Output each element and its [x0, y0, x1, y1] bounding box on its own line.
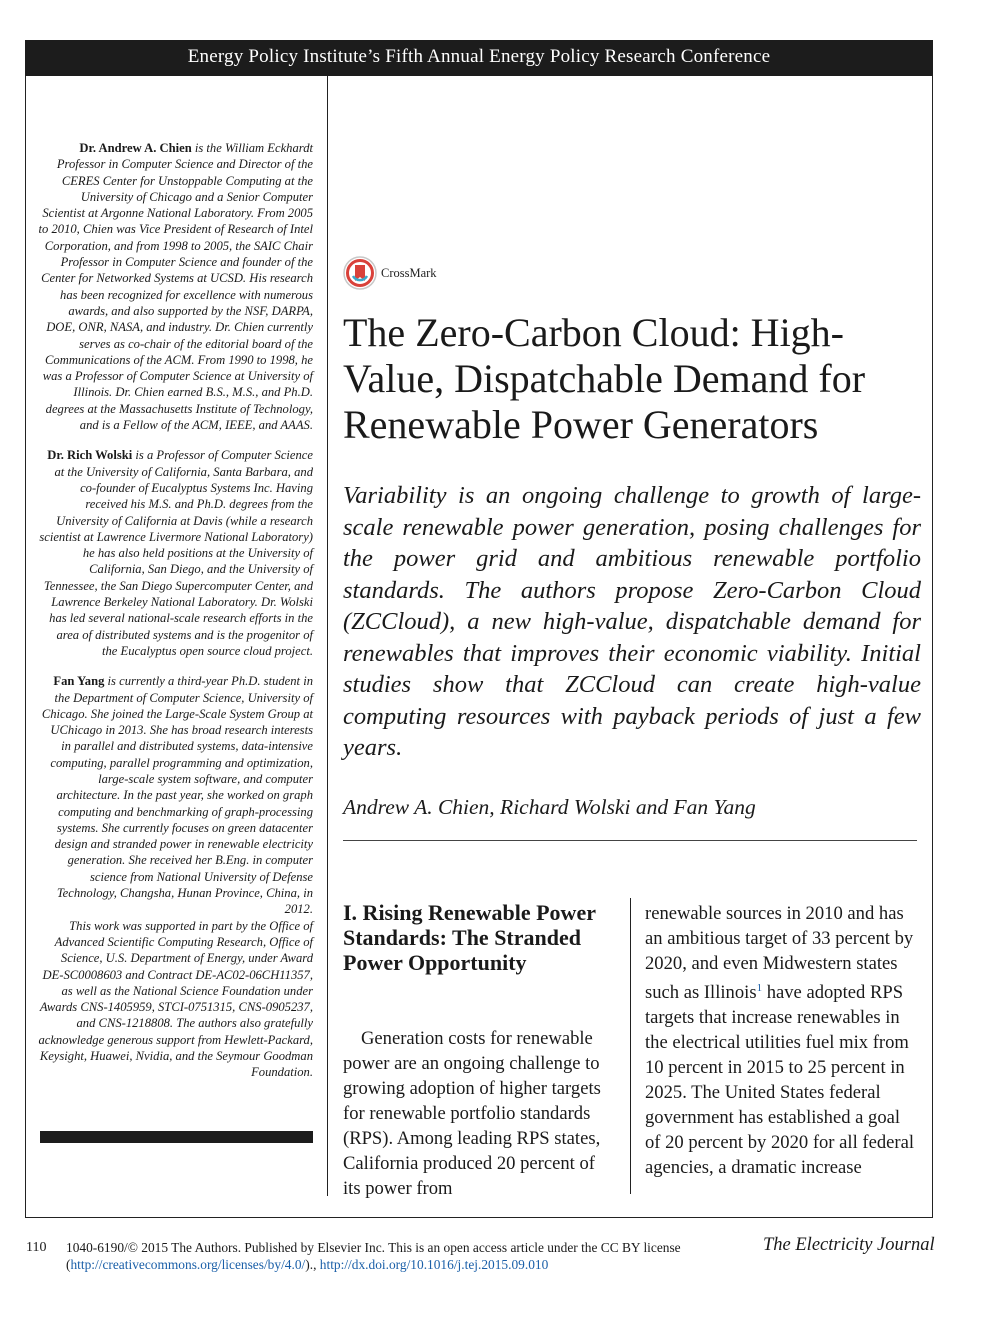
bio-end-bar [40, 1131, 313, 1143]
doi-link[interactable]: http://dx.doi.org/10.1016/j.tej.2015.09.010 [319, 1257, 549, 1272]
license-suffix: )., [305, 1257, 320, 1272]
authors-rule [343, 840, 917, 841]
frame-right-rule [932, 76, 933, 1218]
article-title: The Zero-Carbon Cloud: High-Value, Dispatchable Demand for Renewable Power Generators [343, 310, 866, 447]
body-text-b: have adopted RPS targets that increase renewables in the electrical utilities fuel mix from 10 percent in 2015 to 25 percent in 2025. The United States federal government has established a goal of 20 percent by 2020 for all federal agencies, a dramatic increase [645, 982, 914, 1179]
bio-yang [38, 673, 313, 1080]
crossmark-badge[interactable] [343, 256, 437, 290]
footnote-reference[interactable]: 1 [756, 982, 763, 994]
article-authors: Andrew A. Chien, Richard Wolski and Fan Yang [343, 795, 756, 819]
frame-left-rule [25, 76, 26, 1218]
bio-text: is a Professor of Computer Science at the University of California, Santa Barbara, and co-founder of Eucalyptus Systems Inc. Having received his M.S. and Ph.D. degrees from the University of California at Davis (while a research scientist at Lawrence Livermore National Laboratory) he has also held positions at the University of California, San Diego, and the University of Tennessee, the San Diego Supercomputer Center, and Lawrence Berkeley National Laboratory. Dr. Wolski has led several national-scale research efforts in the area of distributed systems and is the progenitor of the Eucalyptus open source cloud project. [39, 448, 313, 658]
bio-text: is currently a third-year Ph.D. student in the Department of Computer Science, University of Chicago. She joined the Large-Scale System Group at UChicago in 2013. She has broad research interests in parallel and distributed systems, data-intensive computing, parallel programming and optimization, large-scale system software, and computer architecture. In the past year, she worked on graph computing and benchmarking of graph-processing systems. She currently focuses on green datacenter design and stranded power in renewable electricity generation. She received her B.Eng. in computer science from National University of Defense Technology, Changsha, Hunan Province, China, in 2012. [41, 674, 313, 917]
funding-acknowledgment: This work was supported in part by the Office of Advanced Scientific Computing Research, Office of Science, U.S. Department of Energy, under Award DE-SC0008603 and Contract DE-AC02-06CH11357, as well as the National Science Foundation under Awards CNS-1405959, STCI-0751315, CNS-0905237, and CNS-1218808. The authors also gratefully acknowledge generous support from Hewlett-Packard, Keysight, Huawei, Nvidia, and the Seymour Goodman Foundation. [38, 918, 313, 1080]
frame-bottom-rule [25, 1217, 933, 1218]
section-heading: I. Rising Renewable Power Standards: The Stranded Power Opportunity [343, 900, 596, 975]
body-column-2 [645, 901, 920, 1180]
conference-header: Energy Policy Institute’s Fifth Annual Energy Policy Research Conference [25, 40, 933, 76]
author-bios [38, 140, 313, 1095]
body-column-divider [630, 898, 631, 1194]
column-divider [327, 76, 328, 1196]
journal-name: The Electricity Journal [763, 1235, 935, 1255]
crossmark-label: CrossMark [381, 265, 437, 280]
page-number: 110 [26, 1240, 47, 1255]
bio-name: Dr. Rich Wolski [47, 448, 133, 463]
license-prefix: ( [66, 1257, 71, 1272]
article-abstract: Variability is an ongoing challenge to growth of large-scale renewable power generation, posing challenges for the power grid and ambitious renewable portfolio standards. The authors propose Zero-Carbon Cloud (ZCCloud), a new high-value, dispatchable demand for renewables that improves their economic viability. Initial studies show that ZCCloud can create high-value computing resources with payback periods of just a few years. [343, 482, 921, 761]
crossmark-icon [343, 256, 377, 290]
bio-text: is the William Eckhardt Professor in Computer Science and Director of the CERES Center for Unstoppable Computing at the University of Chicago and a Senior Computer Scientist at Argonne National Laboratory. From 2005 to 2010, Chien was Vice President of Research of Intel Corporation, and from 1998 to 2005, the SAIC Chair Professor in Computer Science and founder of the Center for Networked Systems at UCSD. His research has been recognized for excellence with numerous awards, and also supported by the NSF, DARPA, DOE, ONR, NASA, and industry. Dr. Chien currently serves as co-chair of the editorial board of the Communications of the ACM. From 1990 to 1998, he was a Professor of Computer Science at University of Illinois. Dr. Chien earned B.S., M.S., and Ph.D. degrees at the Massachusetts Institute of Technology, and is a Fellow of the ACM, IEEE, and AAAS. [38, 141, 313, 433]
bio-name: Fan Yang [53, 674, 105, 689]
bio-name: Dr. Andrew A. Chien [79, 141, 192, 155]
license-line [66, 1257, 548, 1273]
bio-chien [38, 140, 313, 433]
body-column-1: Generation costs for renewable power are an ongoing challenge to growing adoption of higher targets for renewable portfolio standards (RPS). Among leading RPS states, California produced 20 percent of its power from [343, 1028, 601, 1199]
license-link[interactable]: http://creativecommons.org/licenses/by/4.0/ [70, 1257, 306, 1272]
body-text-a: renewable sources in 2010 and has an ambitious target of 33 percent by 2020, and even Midwestern states such as Illinois [645, 903, 914, 1004]
bio-wolski [38, 447, 313, 659]
copyright-line: 1040-6190/© 2015 The Authors. Published by Elsevier Inc. This is an open access article under the CC BY license [66, 1240, 681, 1255]
